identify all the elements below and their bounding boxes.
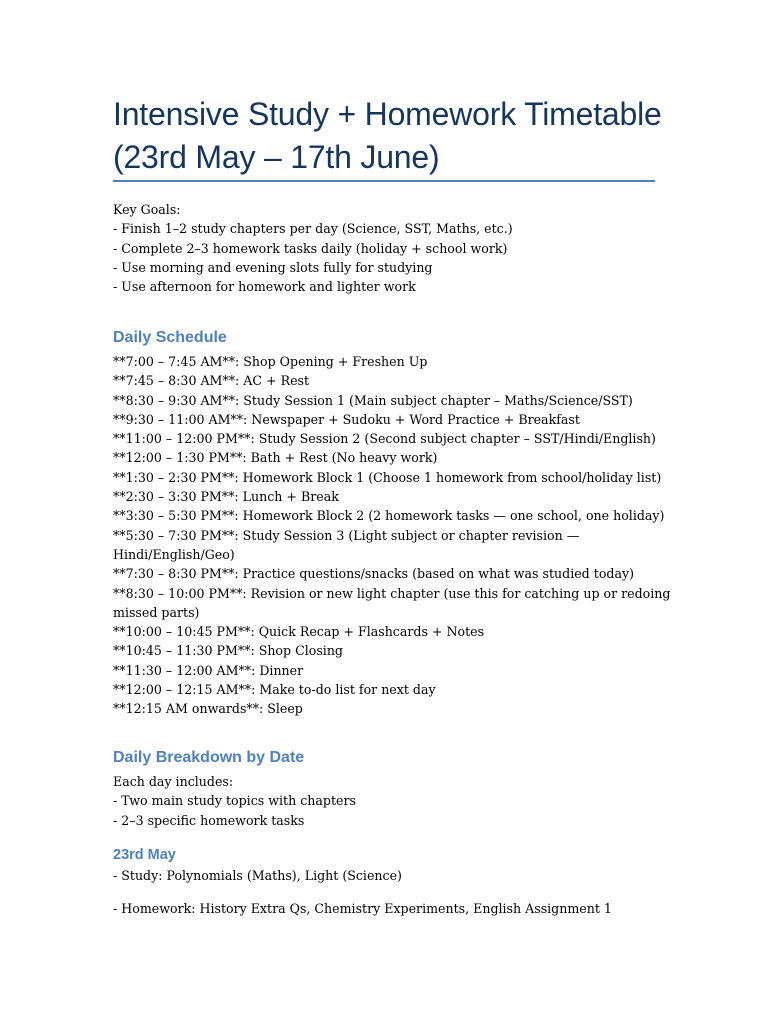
schedule-line: **8:30 – 10:00 PM**: Revision or new light chapter (use this for catching up or redoing [113, 585, 671, 601]
schedule-line: **3:30 – 5:30 PM**: Homework Block 2 (2 homework tasks — one school, one holiday) [113, 508, 665, 524]
key-goal-item: - Complete 2–3 homework tasks daily (holiday + school work) [113, 240, 508, 256]
key-goal-item: - Use afternoon for homework and lighter work [113, 279, 416, 295]
schedule-line: **7:30 – 8:30 PM**: Practice questions/snacks (based on what was studied today) [113, 566, 634, 582]
schedule-line: **2:30 – 3:30 PM**: Lunch + Break [113, 489, 339, 505]
schedule-line: **10:45 – 11:30 PM**: Shop Closing [113, 643, 343, 659]
schedule-line: **12:00 – 12:15 AM**: Make to-do list for next day [113, 682, 436, 698]
document-title [113, 93, 673, 179]
key-goals-section [113, 200, 673, 296]
key-goal-item: - Finish 1–2 study chapters per day (Science, SST, Maths, etc.) [113, 221, 513, 237]
breakdown-line: Each day includes: [113, 774, 234, 789]
breakdown-line: - 2–3 specific homework tasks [113, 812, 305, 828]
key-goal-item: - Use morning and evening slots fully for studying [113, 259, 433, 275]
schedule-line: **9:30 – 11:00 AM**: Newspaper + Sudoku + Word Practice + Breakfast [113, 411, 580, 427]
title-line-2: (23rd May – 17th June) [113, 139, 440, 175]
schedule-line: **5:30 – 7:30 PM**: Study Session 3 (Light subject or chapter revision — [113, 527, 580, 543]
schedule-line: **10:00 – 10:45 PM**: Quick Recap + Flashcards + Notes [113, 624, 485, 640]
schedule-line: **12:00 – 1:30 PM**: Bath + Rest (No heavy work) [113, 450, 438, 466]
daily-breakdown-intro [113, 772, 673, 830]
title-underline [113, 180, 655, 182]
title-line-1: Intensive Study + Homework Timetable [113, 96, 662, 132]
daily-breakdown-heading: Daily Breakdown by Date [113, 749, 305, 766]
daily-schedule-heading: Daily Schedule [113, 329, 227, 346]
breakdown-line: - Two main study topics with chapters [113, 793, 356, 809]
schedule-line: **7:00 – 7:45 AM**: Shop Opening + Freshen Up [113, 354, 428, 369]
schedule-line: **7:45 – 8:30 AM**: AC + Rest [113, 373, 310, 389]
schedule-line: Hindi/English/Geo) [113, 546, 235, 562]
day-heading-23rd-may: 23rd May [113, 847, 176, 863]
key-goals-label: Key Goals: [113, 202, 181, 217]
day-study-line: - Study: Polynomials (Maths), Light (Science) [113, 868, 402, 883]
daily-schedule-list [113, 352, 673, 719]
day-homework-line: - Homework: History Extra Qs, Chemistry Experiments, English Assignment 1 [113, 901, 612, 916]
schedule-line: **1:30 – 2:30 PM**: Homework Block 1 (Choose 1 homework from school/holiday list) [113, 469, 662, 485]
schedule-line: **8:30 – 9:30 AM**: Study Session 1 (Main subject chapter – Maths/Science/SST) [113, 392, 633, 408]
schedule-line: **11:00 – 12:00 PM**: Study Session 2 (Second subject chapter – SST/Hindi/English) [113, 431, 656, 447]
schedule-line: **11:30 – 12:00 AM**: Dinner [113, 662, 304, 678]
schedule-line: **12:15 AM onwards**: Sleep [113, 701, 303, 717]
schedule-line: missed parts) [113, 604, 200, 620]
